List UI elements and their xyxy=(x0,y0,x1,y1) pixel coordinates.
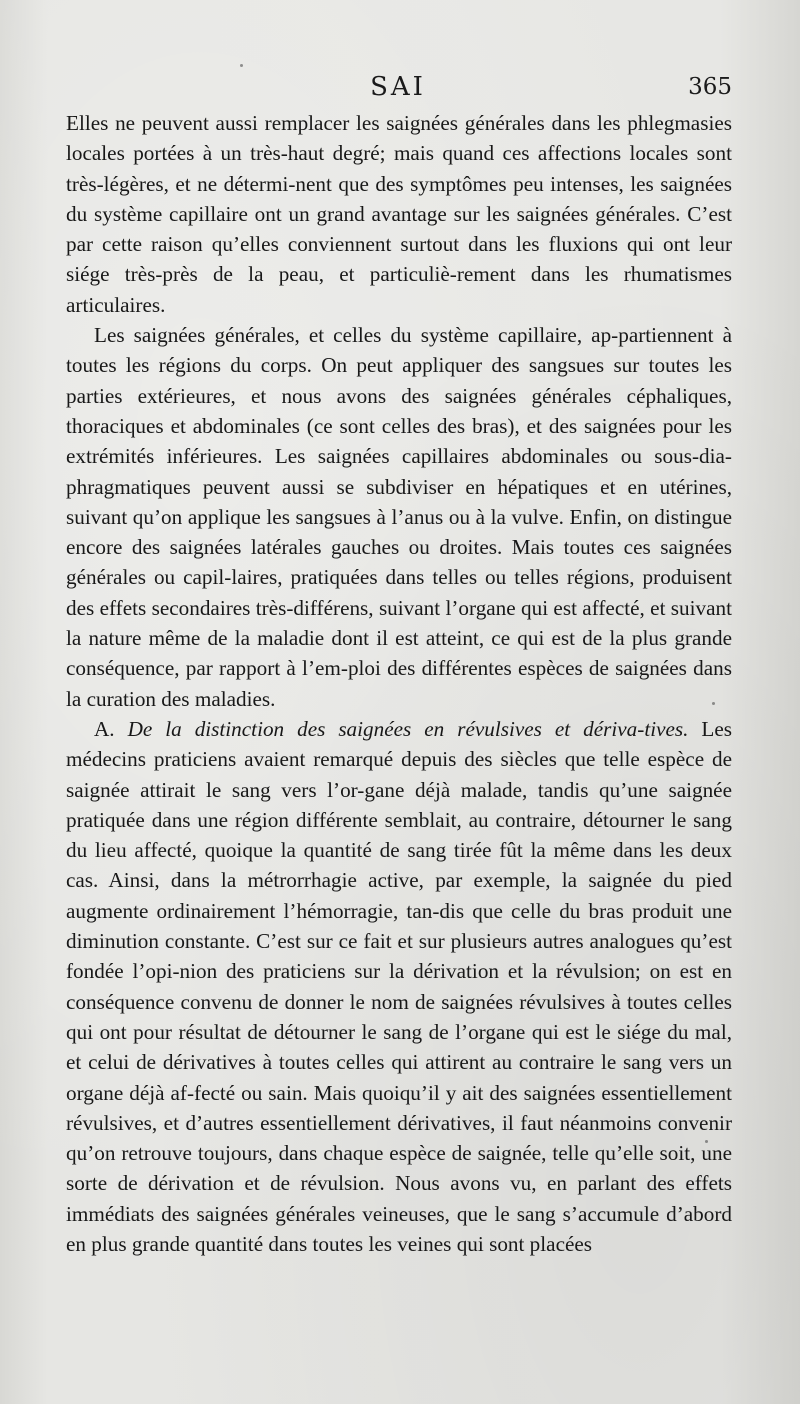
section-body: Les médecins praticiens avaient remarqué depuis des siècles que telle espèce de saignée attirait le sang vers l’or-gane déjà malade, tandis qu’une saignée pratiquée dans une région différente semblait, au contraire, détourner le sang du lieu affecté, quoique la quantité de sang tirée fût la même dans les deux cas. Ainsi, dans la métrorrhagie active, par exemple, la saignée du pied augmente ordinairement l’hémorragie, tan-dis que celle du bras produit une diminution constante. C’est sur ce fait et sur plusieurs autres analogues qu’est fondée l’opi-nion des praticiens sur la dérivation et la révulsion; on est en conséquence convenu de donner le nom de saignées révulsives à toutes celles qui ont pour résultat de détourner le sang de l’organe qui est le siége du mal, et celui de dérivatives à toutes celles qui attirent au contraire le sang vers un organe déjà af-fecté ou sain. Mais quoiqu’il y ait des saignées essentiellement révulsives, et d’autres essentiellement dérivatives, il faut néanmoins convenir qu’on retrouve toujours, dans chaque espèce de saignée, telle qu’elle soit, une sorte de dérivation et de révulsion. Nous avons vu, en parlant des effets immédiats des saignées générales veineuses, que le sang s’accumule d’abord en plus grande quantité dans toutes les veines qui sont placées xyxy=(66,716,733,1256)
paragraph-continuation: Elles ne peuvent aussi remplacer les saignées générales dans les phlegmasies locales portées à un très-haut degré; mais quand ces affections locales sont très-légères, et ne détermi-nent que des symptômes peu intenses, les saignées du système capillaire ont un grand avantage sur les saignées générales. C’est par cette raison qu’elles conviennent surtout dans les fluxions qui ont leur siége très-près de la peau, et particuliè-rement dans les rhumatismes articulaires. xyxy=(66,111,732,317)
paper-speck xyxy=(240,64,243,67)
section-letter: A. xyxy=(94,716,115,741)
page-number: 365 xyxy=(688,74,732,100)
section-title: De la distinction des saignées en révulsives et dériva-tives. xyxy=(127,716,689,741)
running-head xyxy=(64,70,732,106)
paper-speck xyxy=(705,1140,708,1143)
section-paragraph xyxy=(66,714,732,1259)
body-text xyxy=(66,108,732,1259)
running-title: SAI xyxy=(370,72,426,102)
paper-speck xyxy=(712,702,715,705)
paragraph: Les saignées générales, et celles du système capillaire, ap-partiennent à toutes les régions du corps. On peut appliquer des sangsues sur toutes les parties extérieures, et nous avons des saignées générales céphaliques, thoraciques et abdominales (ce sont celles des bras), et des saignées pour les extrémités inférieures. Les saignées capillaires abdominales ou sous-dia-phragmatiques peuvent aussi se subdiviser en hépatiques et en utérines, suivant qu’on applique les sangsues à l’anus ou à la vulve. Enfin, on distingue encore des saignées latérales gauches ou droites. Mais toutes ces saignées générales ou capil-laires, pratiquées dans telles ou telles régions, produisent des effets secondaires très-différens, suivant l’organe qui est affecté, et suivant la nature même de la maladie dont il est atteint, ce qui est de la plus grande conséquence, par rapport à l’em-ploi des différentes espèces de saignées dans la curation des maladies. xyxy=(66,323,732,711)
